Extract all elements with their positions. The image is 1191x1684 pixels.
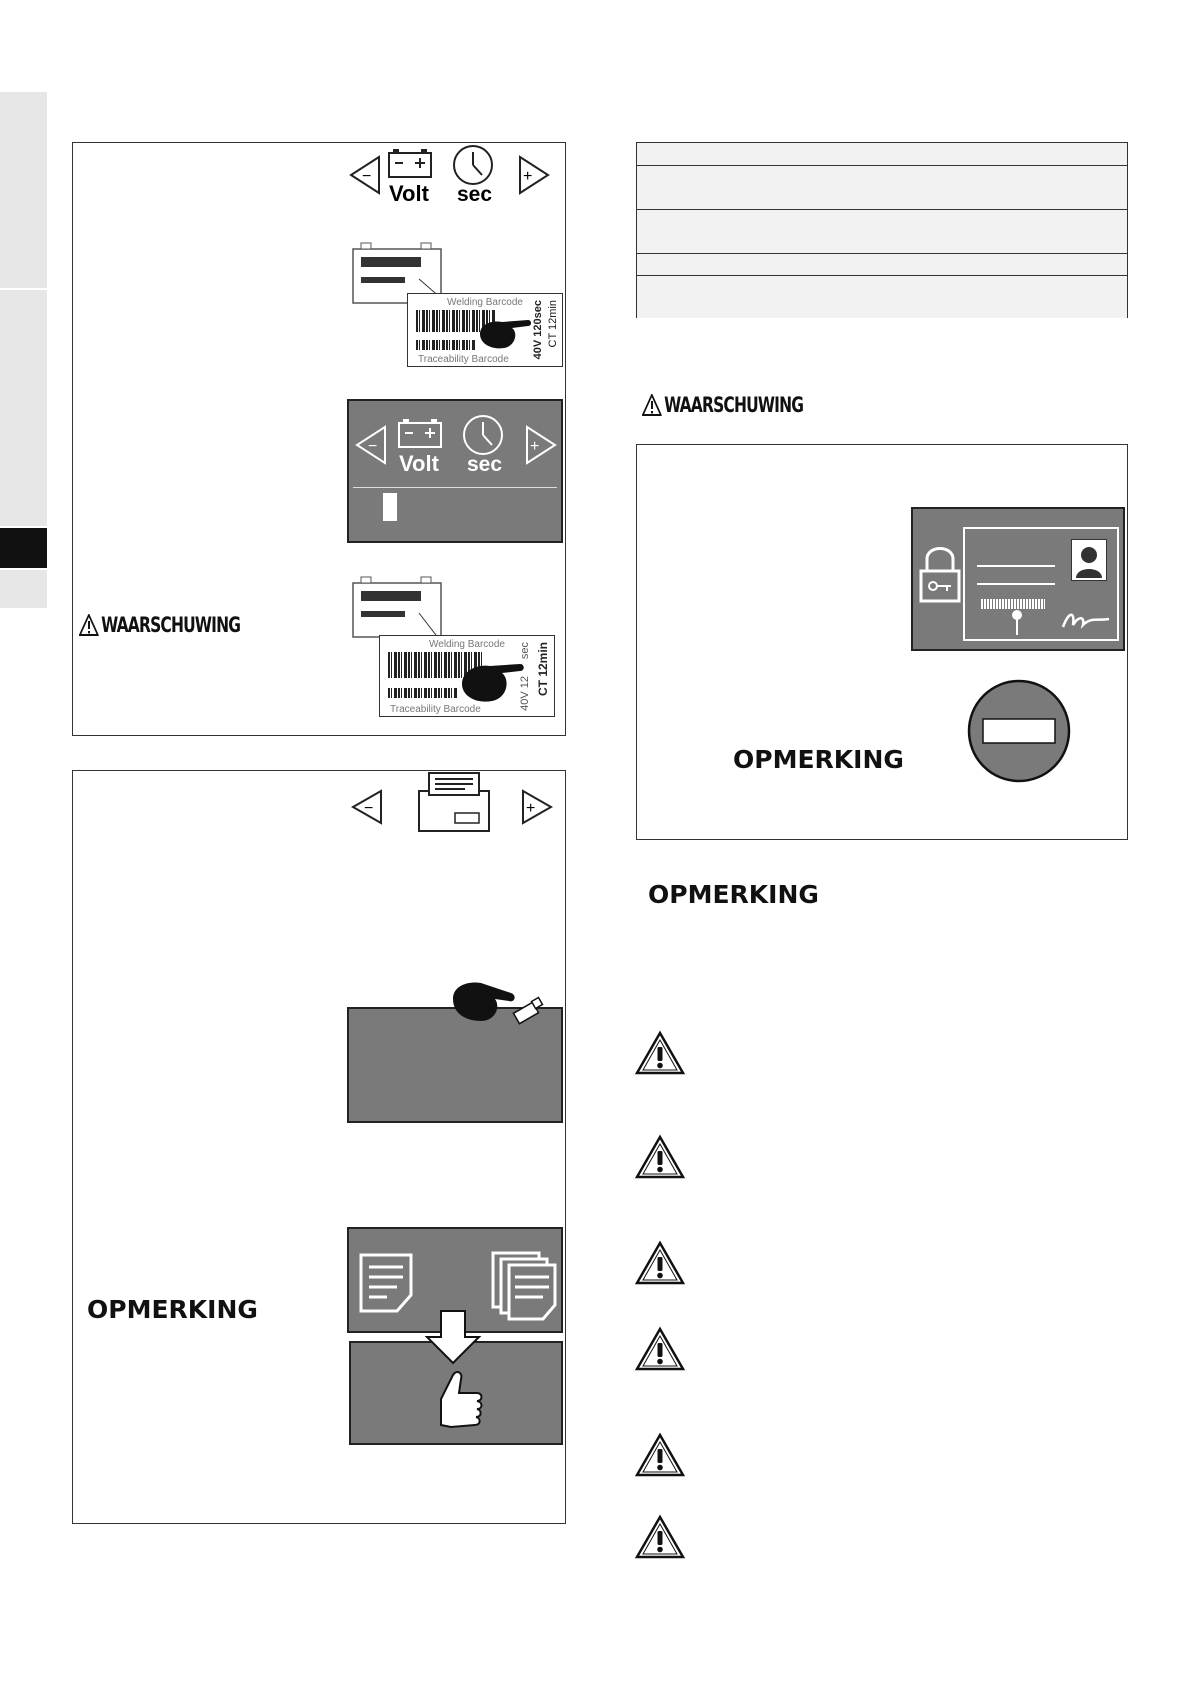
warning-triangle-icon xyxy=(634,1432,686,1478)
display-panel-volt-sec xyxy=(347,399,563,543)
card2-vertical-text-3: sec xyxy=(519,642,531,660)
warning-triangle-icon xyxy=(634,1240,686,1286)
plus-arrow-icon[interactable] xyxy=(520,157,548,193)
table-row xyxy=(637,165,1127,208)
access-card-panel xyxy=(911,507,1125,651)
id-card-line xyxy=(977,565,1055,567)
multiple-documents-icon xyxy=(491,1251,559,1323)
battery-icon xyxy=(389,149,431,177)
traceability-barcode xyxy=(416,340,476,350)
panel-plus-symbol: + xyxy=(530,438,540,455)
panel-minus-symbol: − xyxy=(368,438,378,455)
side-tab-1 xyxy=(0,92,47,288)
hand-usb-icon xyxy=(449,977,549,1047)
warning-heading-2 xyxy=(642,393,803,417)
card2-vertical-text-2: CT 12min xyxy=(536,642,550,697)
table-row xyxy=(637,209,1127,252)
barcode-card-2 xyxy=(379,635,555,717)
padlock-icon xyxy=(919,543,961,605)
warning-triangle-icon xyxy=(634,1134,686,1180)
barcode-card-1 xyxy=(407,293,563,367)
single-document-icon xyxy=(357,1251,417,1315)
info-table xyxy=(636,142,1128,318)
thumbs-up-icon xyxy=(431,1369,485,1439)
print-plus-arrow-icon[interactable] xyxy=(523,791,551,823)
down-arrow-icon xyxy=(423,1309,483,1367)
figure-box-welding-settings xyxy=(72,142,566,736)
table-row xyxy=(637,253,1127,274)
traceability-barcode-2 xyxy=(388,688,458,698)
side-tab-2 xyxy=(0,290,47,526)
figure-box-access-card xyxy=(636,444,1128,840)
pointing-hand-icon-2 xyxy=(460,654,526,706)
card2-vertical-text-1: 40V 12 xyxy=(519,676,531,711)
print-plus-symbol: + xyxy=(526,800,536,817)
welding-barcode-label: Welding Barcode xyxy=(447,297,523,308)
id-card-barcode xyxy=(981,599,1045,609)
minus-symbol: − xyxy=(362,168,372,185)
warning-label-text: WAARSCHUWING xyxy=(101,613,241,637)
display-icon-row xyxy=(345,143,565,205)
warning-triangle-icon xyxy=(634,1326,686,1372)
printer-icon xyxy=(419,773,489,831)
card1-vertical-text-1: 40V 120sec xyxy=(532,300,544,360)
note-heading-2: OPMERKING xyxy=(733,745,904,774)
battery-barcode-illustration-2 xyxy=(349,573,449,643)
note-heading-3: OPMERKING xyxy=(648,880,819,909)
print-icon-row xyxy=(345,771,565,837)
traceability-barcode-label: Traceability Barcode xyxy=(418,354,509,365)
person-icon xyxy=(1072,540,1106,580)
id-photo-icon xyxy=(1071,539,1107,581)
side-tab-3 xyxy=(0,570,47,608)
plus-symbol: + xyxy=(523,168,533,185)
side-tab-active xyxy=(0,528,47,568)
figure-box-print xyxy=(72,770,566,1524)
panel-icon-row xyxy=(349,413,561,477)
pointing-hand-icon xyxy=(478,312,534,352)
panel-minus-arrow-icon[interactable] xyxy=(357,427,385,463)
panel-sec-label: sec xyxy=(467,453,503,476)
volt-label: Volt xyxy=(389,181,429,205)
warning-triangle-icon xyxy=(634,1030,686,1076)
id-card-line xyxy=(977,583,1055,585)
id-card xyxy=(963,527,1119,641)
warning-heading-1 xyxy=(79,613,240,637)
traceability-barcode-label-2: Traceability Barcode xyxy=(390,704,481,715)
card1-vertical-text-2: CT 12min xyxy=(547,300,559,348)
note-heading-1: OPMERKING xyxy=(87,1295,258,1324)
no-entry-icon xyxy=(965,677,1073,785)
warning-small-icon xyxy=(79,614,99,636)
sec-label: sec xyxy=(457,183,493,205)
panel-volt-label: Volt xyxy=(399,451,439,476)
panel-plus-arrow-icon[interactable] xyxy=(527,427,555,463)
panel-clock-icon xyxy=(464,416,502,454)
minus-arrow-icon[interactable] xyxy=(351,157,379,193)
warning-triangle-icon xyxy=(634,1514,686,1560)
key-icon xyxy=(1007,609,1027,639)
warning-label-text: WAARSCHUWING xyxy=(664,393,804,417)
warning-small-icon xyxy=(642,394,662,416)
welding-barcode-label-2: Welding Barcode xyxy=(429,639,505,650)
signature-icon xyxy=(1061,607,1113,633)
clock-icon xyxy=(454,146,492,184)
panel-divider xyxy=(353,487,557,488)
print-minus-arrow-icon[interactable] xyxy=(353,791,381,823)
panel-battery-icon xyxy=(399,419,441,447)
table-row xyxy=(637,275,1127,318)
print-minus-symbol: − xyxy=(364,800,374,817)
input-cursor[interactable] xyxy=(383,493,397,521)
